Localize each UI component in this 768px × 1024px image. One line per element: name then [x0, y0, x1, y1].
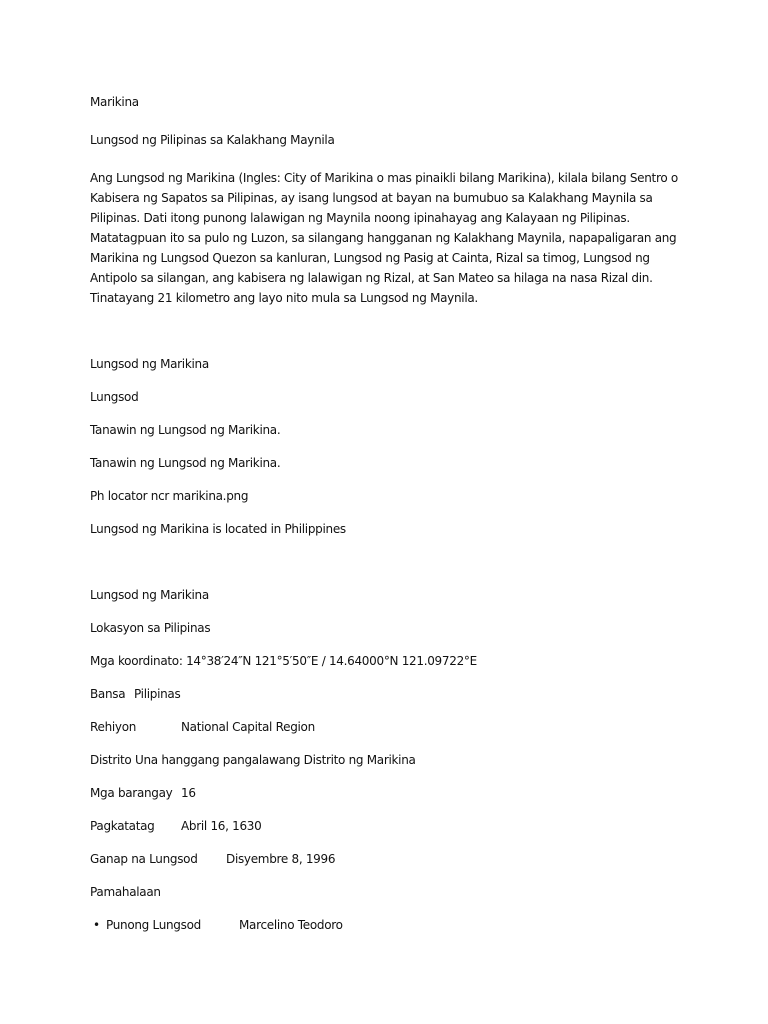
- fact-key: Mga barangay: [90, 786, 173, 800]
- fact-value: Disyembre 8, 1996: [226, 852, 336, 866]
- fact-row-distrito: Distrito Una hanggang pangalawang Distrito ng Marikina: [90, 753, 416, 767]
- fact-row-rehiyon: [90, 717, 670, 737]
- fact-row-bansa: [90, 684, 670, 704]
- fact-value: Pilipinas: [134, 687, 181, 701]
- fact-key: Ganap na Lungsod: [90, 852, 198, 866]
- fact-value: National Capital Region: [181, 720, 315, 734]
- infobox-city-name: Lungsod ng Marikina: [90, 357, 209, 371]
- fact-value: Marcelino Teodoro: [239, 918, 343, 932]
- fact-key: Rehiyon: [90, 720, 137, 734]
- bullet-icon: •: [93, 918, 100, 932]
- infobox-type: Lungsod: [90, 390, 139, 404]
- document-body: [90, 92, 678, 935]
- fact-value: 16: [181, 786, 196, 800]
- coordinates: Mga koordinato: 14°38′24″N 121°5′50″E / 14.64000°N 121.09722°E: [90, 654, 477, 668]
- intro-line: Marikina ng Lungsod Quezon sa kanluran, Lungsod ng Pasig at Cainta, Rizal sa timog, Lungsod ng: [90, 251, 650, 265]
- fact-key: Pagkatatag: [90, 819, 155, 833]
- infobox-map-alt: Lungsod ng Marikina is located in Philippines: [90, 522, 346, 536]
- intro-line: Kabisera ng Sapatos sa Pilipinas, ay isang lungsod at bayan na bumubuo sa Kalakhang Maynila sa: [90, 191, 653, 205]
- intro-paragraph: [90, 168, 678, 308]
- fact-row-punong-lungsod: [93, 915, 670, 935]
- doc-title: Marikina: [90, 95, 139, 109]
- intro-line: Tinatayang 21 kilometro ang layo nito mula sa Lungsod ng Maynila.: [90, 291, 478, 305]
- fact-row-pamahalaan: Pamahalaan: [90, 885, 161, 899]
- location-heading: Lungsod ng Marikina: [90, 588, 209, 602]
- infobox-caption: Tanawin ng Lungsod ng Marikina.: [90, 423, 281, 437]
- intro-line: Matatagpuan ito sa pulo ng Luzon, sa silangang hangganan ng Kalakhang Maynila, napapaligaran ang: [90, 231, 677, 245]
- fact-key: Bansa: [90, 687, 126, 701]
- infobox-caption: Tanawin ng Lungsod ng Marikina.: [90, 456, 281, 470]
- fact-row-ganap: [90, 849, 670, 869]
- intro-line: Pilipinas. Dati itong punong lalawigan ng Maynila noong ipinahayag ang Kalayaan ng Pilipinas.: [90, 211, 630, 225]
- intro-line: Antipolo sa silangan, ang kabisera ng lalawigan ng Rizal, at San Mateo sa hilaga na nasa Rizal din.: [90, 271, 653, 285]
- intro-line: Ang Lungsod ng Marikina (Ingles: City of Marikina o mas pinaikli bilang Marikina), kilala bilang Sentro o: [90, 171, 678, 185]
- fact-row-barangay: [90, 783, 670, 803]
- fact-row-pagkatatag: [90, 816, 670, 836]
- fact-value: Abril 16, 1630: [181, 819, 262, 833]
- infobox-map-filename: Ph locator ncr marikina.png: [90, 489, 249, 503]
- location-label: Lokasyon sa Pilipinas: [90, 621, 211, 635]
- doc-subtitle: Lungsod ng Pilipinas sa Kalakhang Maynila: [90, 133, 335, 147]
- fact-key: Punong Lungsod: [106, 918, 201, 932]
